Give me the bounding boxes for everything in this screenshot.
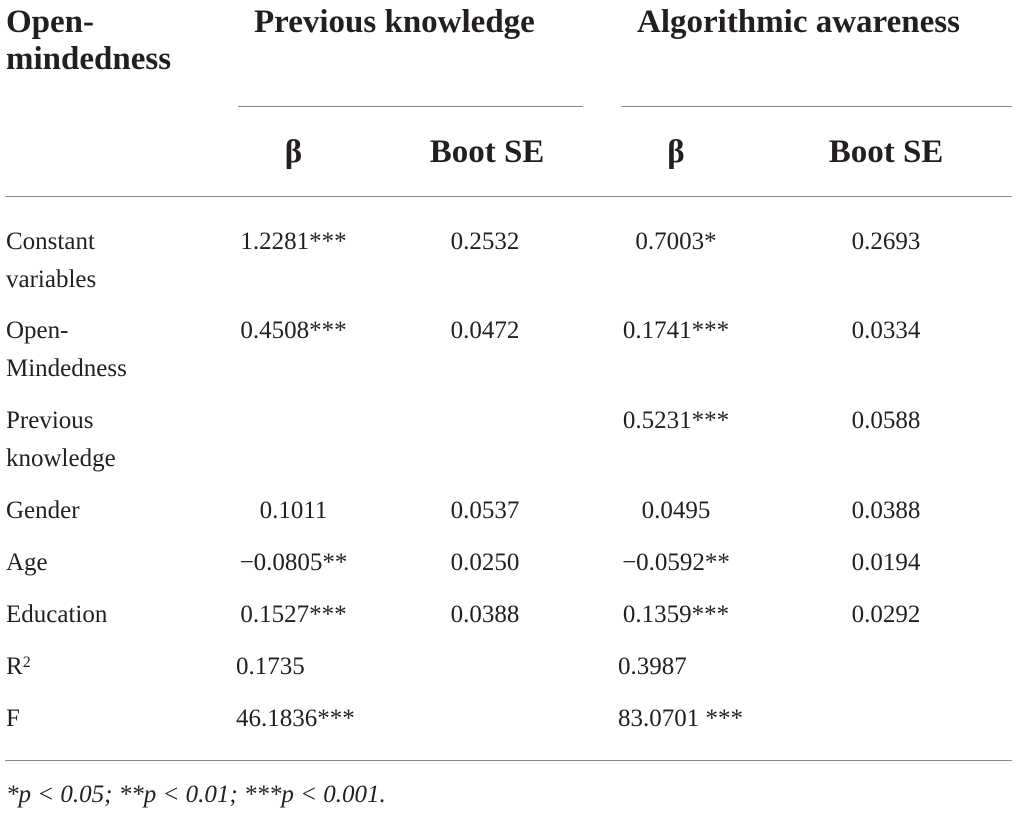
cell-aa-beta: 0.0495	[641, 497, 711, 524]
cell-aa-value: 0.3987	[618, 653, 687, 680]
group-rule-previous-knowledge	[238, 106, 583, 107]
row-label: Previous knowledge	[6, 407, 116, 472]
row-label: Education	[6, 601, 108, 628]
cell-aa-se: 0.2693	[851, 228, 921, 255]
cell-aa-beta: 0.7003*	[635, 228, 717, 255]
cell-aa-se: 0.0292	[851, 601, 921, 628]
corner-header-line-2: mindedness	[6, 41, 172, 77]
row-label: Open- Mindedness	[6, 317, 127, 382]
cell-pk-se: 0.0250	[450, 549, 520, 576]
cell-aa-se: 0.0194	[851, 549, 921, 576]
row-label: Gender	[6, 497, 80, 524]
cell-pk-se: 0.0388	[450, 601, 520, 628]
table-footnote: *p < 0.05; **p < 0.01; ***p < 0.001.	[6, 781, 386, 808]
cell-pk-beta: 0.4508***	[240, 317, 347, 344]
cell-pk-se: 0.2532	[450, 228, 520, 255]
row-label: $R^2$	[6, 653, 31, 680]
cell-pk-se: 0.0537	[450, 497, 520, 524]
subheader-boot-se-pk: Boot SE	[429, 134, 545, 170]
cell-aa-beta: 0.5231***	[622, 407, 730, 434]
group-rule-algorithmic-awareness	[621, 106, 1012, 107]
cell-aa-se: 0.0334	[851, 317, 921, 344]
cell-pk-value: 46.1836***	[236, 705, 355, 732]
superscript: 2	[22, 654, 31, 671]
cell-pk-beta: 0.1527***	[240, 601, 347, 628]
row-label: Age	[6, 549, 48, 576]
corner-header	[6, 4, 171, 78]
row-label: Constant variables	[6, 228, 97, 293]
group-header-previous-knowledge: Previous knowledge	[254, 4, 535, 40]
cell-pk-se: 0.0472	[450, 317, 520, 344]
cell-aa-beta: 0.1359***	[622, 601, 730, 628]
cell-pk-beta: −0.0805**	[239, 549, 348, 576]
subheader-beta-pk: β	[284, 134, 303, 170]
group-header-algorithmic-awareness: Algorithmic awareness	[637, 4, 960, 40]
cell-aa-beta: −0.0592**	[622, 549, 730, 576]
subheader-boot-se-aa: Boot SE	[828, 134, 944, 170]
corner-header-line-1: Open-	[6, 4, 95, 40]
table-bottom-rule	[5, 760, 1012, 761]
cell-pk-beta: 1.2281***	[240, 228, 347, 255]
cell-pk-value: 0.1735	[236, 653, 305, 680]
header-bottom-rule	[5, 196, 1012, 197]
subheader-beta-aa: β	[667, 134, 685, 170]
cell-pk-beta: 0.1011	[259, 497, 328, 524]
cell-aa-se: 0.0588	[851, 407, 921, 434]
row-label: F	[6, 705, 20, 732]
cell-aa-beta: 0.1741***	[622, 317, 730, 344]
cell-aa-value: 83.0701 ***	[618, 705, 743, 732]
cell-aa-se: 0.0388	[851, 497, 921, 524]
